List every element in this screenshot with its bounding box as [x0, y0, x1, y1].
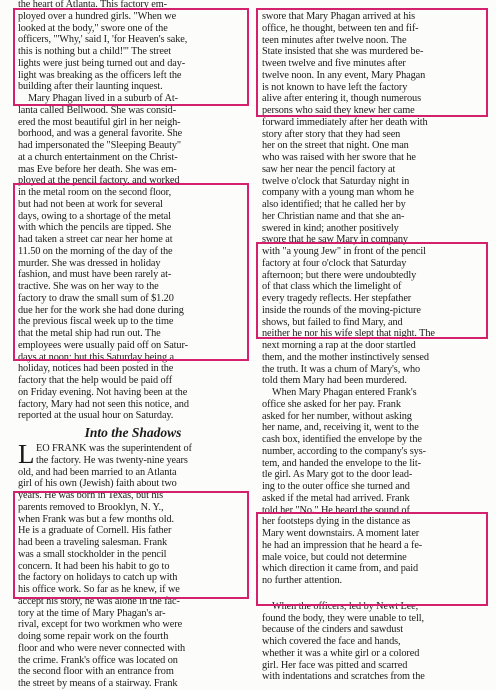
text-line: the street by means of a stairway. Frank	[18, 678, 178, 689]
text-line: ployed at the pencil factory, and worked	[18, 175, 180, 187]
text-line: the heart of Atlanta. This factory em-	[18, 0, 167, 10]
text-line: had been a traveling salesman. Frank	[18, 537, 168, 548]
text-line: shows, but failed to find Mary, and	[262, 316, 403, 328]
text-line: factory, Mary had not seen this notice, and	[18, 398, 189, 410]
text-line: light was breaking as the officers left the	[18, 69, 182, 81]
text-line: story after story that they had seen	[262, 128, 401, 140]
text-line: next morning a rap at the door startled	[262, 340, 416, 351]
text-line: his office work. So far as he knew, if we	[18, 584, 180, 595]
text-line: also identified; that he called her by	[262, 199, 406, 210]
text-line: the previous fiscal week up to the time	[18, 316, 174, 328]
text-line: because of the cinders and sawdust	[262, 624, 403, 636]
text-line: who was raised with her swore that he	[262, 152, 416, 163]
text-line: tractive. She was on her way to the	[18, 281, 159, 292]
text-line: her on the street that night. One man	[262, 140, 409, 152]
text-line: reported at the usual hour on Saturday.	[18, 410, 174, 422]
right-para-2	[262, 387, 484, 587]
text-line: tle girl. As Mary got to the door lead-	[262, 469, 413, 481]
text-line: lights were just being turned out and day-	[18, 57, 186, 69]
text-line: on Friday evening. Not having been at the	[18, 386, 188, 398]
right-para-1	[262, 11, 484, 387]
text-line: ered the most beautiful girl in her neigh-	[18, 116, 181, 128]
text-line: swered in kind; another positively	[262, 222, 399, 234]
text-line: building after their launting inquest.	[18, 81, 163, 93]
text-line: had impersonated the "Sleeping Beauty"	[18, 140, 182, 151]
text-line: had taken a street car near her home at	[18, 234, 173, 245]
text-line: with "a young Jew" in front of the pencil	[262, 246, 426, 257]
text-line: factory at four o'clock that Saturday	[262, 257, 407, 269]
text-line: fashion, and must have been rarely at-	[18, 269, 172, 281]
text-line: this is nothing but a child!'" The street	[18, 46, 172, 57]
text-line: he had an impression that he heard a fe-	[262, 539, 423, 551]
text-line: murder. She was dressed in holiday	[18, 257, 161, 269]
text-line: factory to draw the small sum of $1.20	[18, 292, 174, 304]
text-line: officers, "'Why,' said I, 'for Heaven's sake,	[18, 34, 188, 46]
text-line: told them Mary had been murdered.	[262, 375, 407, 387]
left-para-1	[18, 0, 248, 93]
text-line: When the officers, led by Newt Lee,	[272, 600, 419, 612]
text-line: State insisted that she was murdered be-	[262, 46, 424, 58]
text-line: girl of his own (Jewish) faith about two	[18, 478, 177, 490]
text-line: twelve noon. In any event, Mary Phagan	[262, 69, 426, 81]
text-line: is not known to have left the factory	[262, 81, 408, 93]
text-line: found the body, they were unable to tell,	[262, 612, 424, 624]
text-line: cash box, identified the envelope by the	[262, 434, 422, 445]
text-line: accept his story, he was alone in the fac-	[18, 595, 180, 607]
text-line: whether it was a white girl or a colored	[262, 647, 420, 659]
text-line: afternoon; but there were undoubtedly	[262, 269, 417, 281]
text-line: EO FRANK was the superintendent of	[36, 443, 192, 454]
text-line: was a small stockholder in the pencil	[18, 548, 167, 560]
text-line: her footsteps dying in the distance as	[262, 516, 411, 528]
text-line: when Frank was but a few months old.	[18, 513, 174, 525]
text-line: office, he thought, between ten and fif-	[262, 22, 419, 34]
text-line: twelve o'clock that Saturday night in	[262, 175, 410, 187]
text-line: concern. It had been his habit to go to	[18, 560, 170, 572]
text-line: girl. Her face was pitted and scarred	[262, 659, 408, 671]
text-line: tween twelve and five minutes after	[262, 58, 406, 69]
text-line: rival, except for two workmen who were	[18, 619, 183, 631]
text-line: which covered the face and hands,	[262, 636, 401, 647]
left-column	[18, 0, 248, 690]
text-line: borhood, and was a general favorite. She	[18, 128, 183, 140]
text-line: Mary Phagan lived in a suburb of At-	[28, 93, 178, 104]
text-line: the second floor with an entrance from	[18, 666, 174, 678]
text-line: but had not been at work for several	[18, 198, 163, 210]
text-line: swore that he saw Mary in company	[262, 234, 408, 246]
text-line: at a church entertainment on the Christ-	[18, 151, 178, 163]
text-line: saw her near the pencil factory at	[262, 163, 396, 175]
text-line: lanta called Bellwood. She was consid-	[18, 104, 177, 116]
text-line: persons who said they knew her came	[262, 105, 415, 116]
text-line: asked for her number, without asking	[262, 410, 412, 422]
text-line: the crime. Frank's office was located on	[18, 654, 178, 666]
text-line: company with a young man whom he	[262, 187, 414, 199]
text-line: her name, and, receiving it, went to the	[262, 422, 419, 434]
text-line: the factory. He was twenty-nine years	[36, 454, 188, 466]
text-line: male voice, but could not determine	[262, 551, 407, 563]
text-line: of that class which the limelight of	[262, 281, 402, 293]
drop-cap: L	[18, 439, 35, 469]
left-para-3	[18, 439, 248, 690]
text-line: mas Eve before her death. She was em-	[18, 163, 177, 175]
text-line: office she asked for her pay. Frank	[262, 398, 401, 410]
text-line: in the metal room on the second floor,	[18, 187, 172, 198]
text-line: floor and who were never connected with	[18, 642, 186, 654]
text-line: holiday, notices had been posted in the	[18, 363, 174, 375]
text-line: alive after entering it, though numerous	[262, 93, 421, 105]
right-para-3	[262, 601, 484, 683]
text-line: number, according to the company's sys-	[262, 445, 426, 457]
text-line: ing to the outer office she turned and	[262, 481, 410, 492]
text-line: with indentations and scratches from the	[262, 671, 425, 683]
text-line: the truth. It was a chum of Mary's, who	[262, 363, 421, 375]
text-line: no further attention.	[262, 575, 342, 586]
text-line: tory at the time of Mary Phagan's ar-	[18, 607, 166, 619]
text-line: inside the rounds of the moving-picture	[262, 304, 421, 316]
text-line: employees were usually paid off on Satur-	[18, 339, 188, 351]
text-line: doing some repair work on the fourth	[18, 631, 169, 642]
text-line: tem, and handed the envelope to the lit-	[262, 457, 421, 469]
text-line: days at noon; but this Saturday being a	[18, 351, 174, 363]
text-line: parents removed to Brooklyn, N. Y.,	[18, 501, 164, 513]
text-line: looked at the body," swore one of the	[18, 22, 168, 34]
text-line: every tragedy reflects. Her stepfather	[262, 293, 412, 304]
text-line: Mary went downstairs. A moment later	[262, 528, 420, 539]
text-line: years. He was born in Texas, but his	[18, 490, 164, 501]
text-line: them, and the mother instinctively sensed	[262, 351, 429, 363]
text-line: ployed over a hundred girls. "When we	[18, 10, 177, 22]
text-line: old, and had been married to an Atlanta	[18, 466, 177, 478]
text-line: the factory on holidays to catch up with	[18, 572, 178, 584]
right-column	[262, 0, 484, 683]
text-line: teen minutes after twelve noon. The	[262, 34, 407, 46]
text-line: forward immediately after her death with	[262, 116, 428, 128]
section-heading: Into the Shadows	[84, 425, 182, 440]
text-line: factory that the help would be paid off	[18, 375, 173, 386]
text-line: asked if the metal had arrived. Frank	[262, 492, 410, 504]
text-line: told her "No." He heard the sound of	[262, 504, 410, 516]
text-line: days, owing to a shortage of the metal	[18, 210, 171, 222]
text-line: that the metal ship had run out. The	[18, 328, 161, 339]
text-line: which direction it came from, and paid	[262, 563, 419, 575]
left-para-2	[18, 93, 248, 422]
text-line: 11.50 on the morning of the day of the	[18, 245, 173, 257]
text-line: her Christian name and that she an-	[262, 210, 405, 222]
text-line: When Mary Phagan entered Frank's	[272, 387, 417, 398]
text-line: neither he nor his wife slept that night. The	[262, 328, 435, 340]
text-line: swore that Mary Phagan arrived at his	[262, 11, 415, 22]
text-line: with which the pencils are tipped. She	[18, 222, 172, 234]
text-line: due her for the work she had done during	[18, 304, 184, 316]
text-line: He is a graduate of Cornell. His father	[18, 525, 172, 537]
